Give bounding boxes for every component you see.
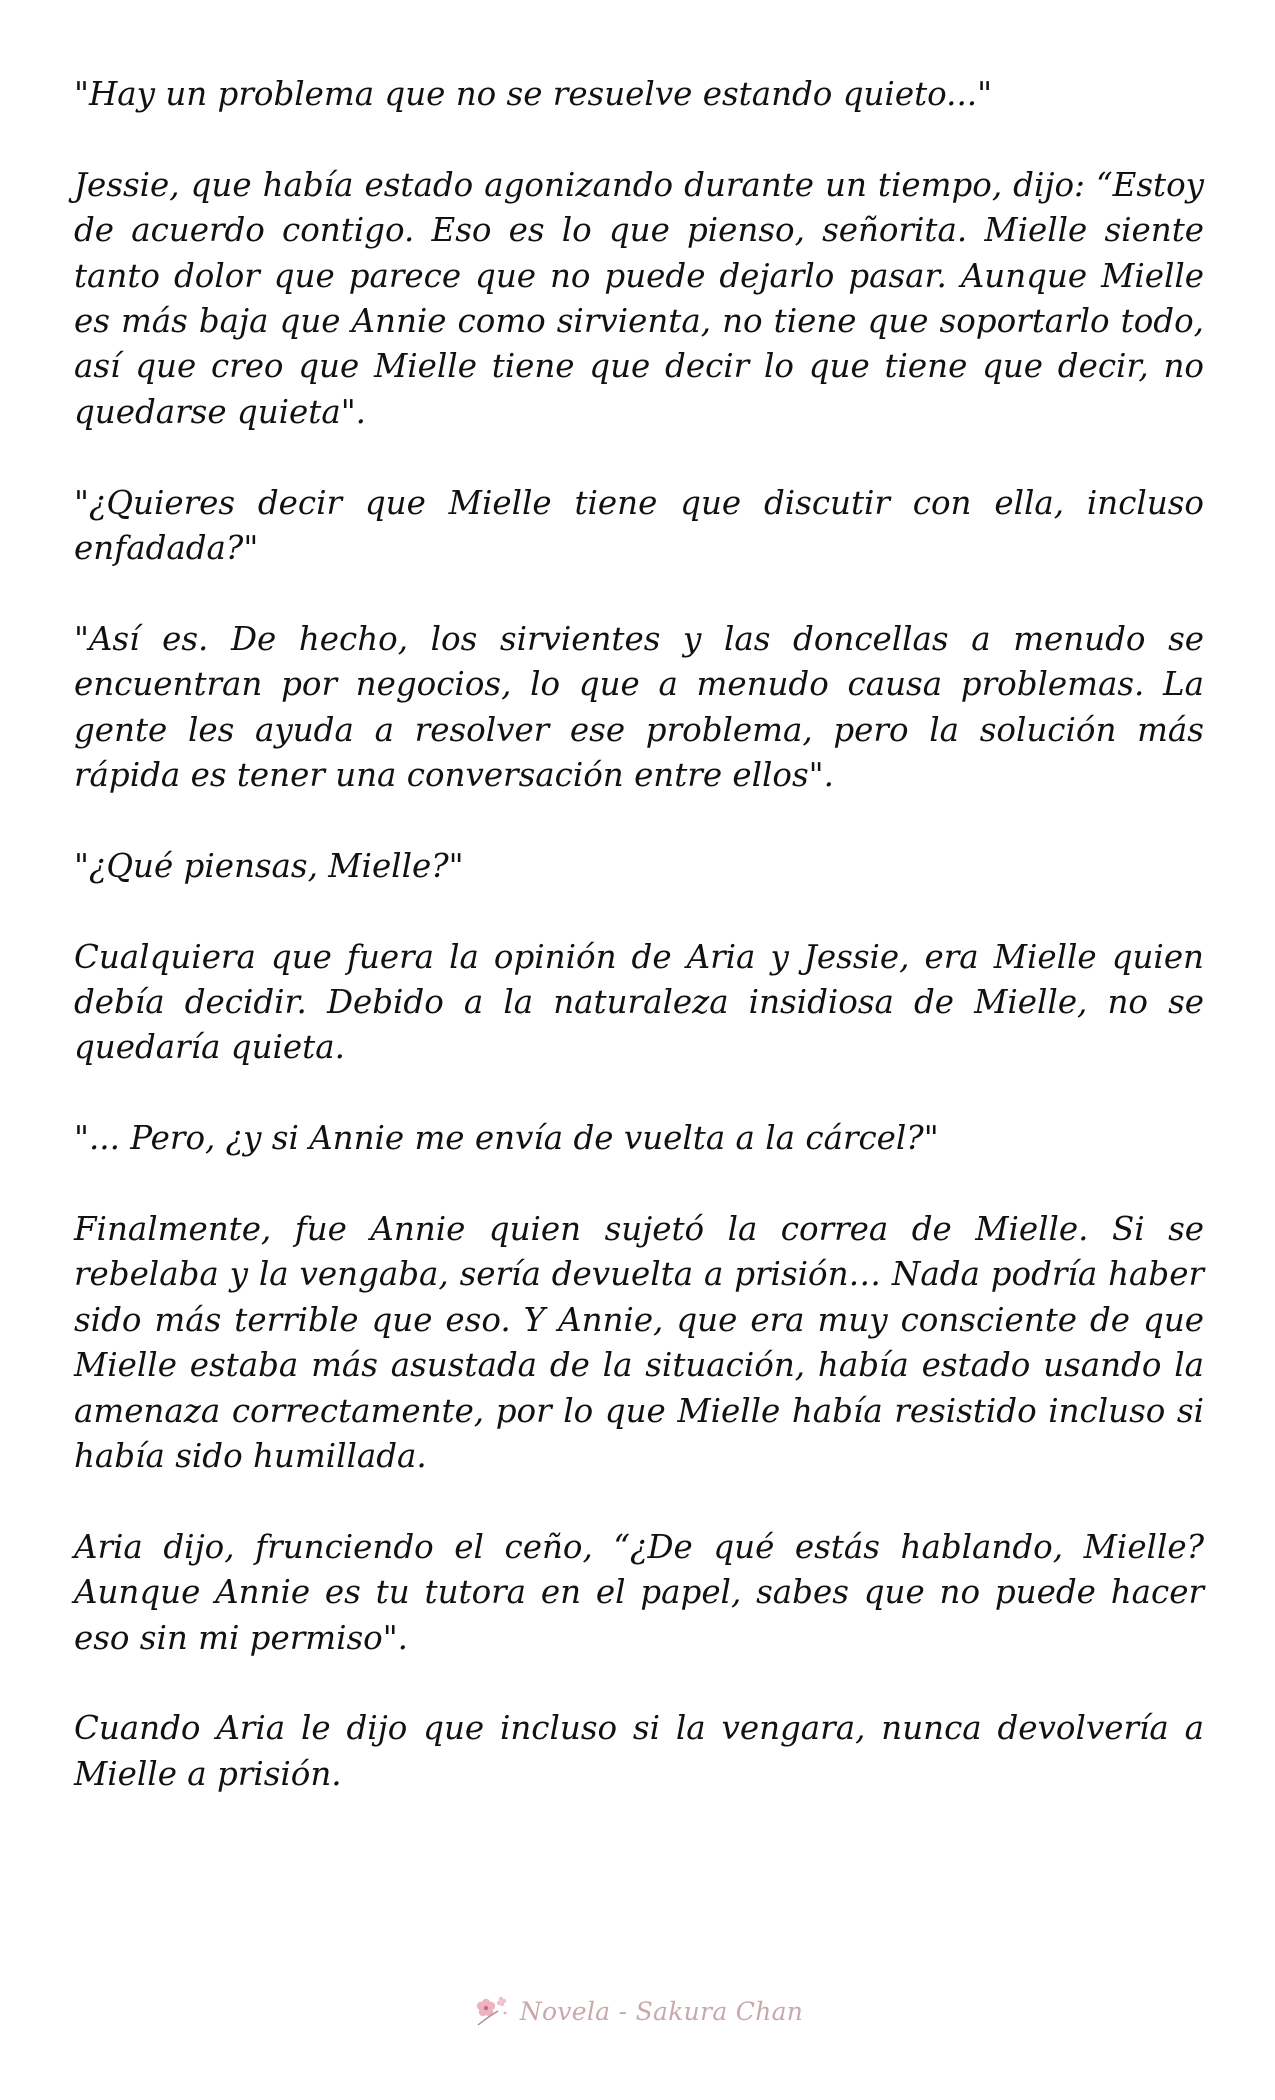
footer-text: Novela - Sakura Chan [519,1996,804,2026]
paragraph-4: "Así es. De hecho, los sirvientes y las doncellas a menudo se encuentran por negocios, lo que a menudo causa problemas. La gente les ayuda a resolver ese problema, pero la solución más rápida es tener una conversación entre ellos". [74,619,1204,795]
footer-watermark [0,1986,1275,2036]
paragraph-2: Jessie, que había estado agonizando durante un tiempo, dijo: “Estoy de acuerdo contigo. Eso es lo que pienso, señorita. Mielle siente tanto dolor que parece que no puede dejarlo pasar. Aunque Mielle es más baja que Annie como sirvienta, no tiene que soportarlo todo, así que creo que Mielle tiene que decir lo que tiene que decir, no quedarse quieta". [74,165,1204,431]
story-text [74,72,1204,1843]
paragraph-1: "Hay un problema que no se resuelve estando quieto..." [74,75,993,113]
footer-watermark-group [472,1991,803,2031]
paragraph-8: Finalmente, fue Annie quien sujetó la correa de Mielle. Si se rebelaba y la vengaba, sería devuelta a prisión… Nada podría haber sido más terrible que eso. Y Annie, que era muy consciente de que Mielle estaba más asustada de la situación, había estado usando la amenaza correctamente, por lo que Mielle había resistido incluso si había sido humillada. [74,1210,1204,1476]
paragraph-9: Aria dijo, frunciendo el ceño, “¿De qué estás hablando, Mielle? Aunque Annie es tu tutora en el papel, sabes que no puede hacer eso sin mi permiso". [74,1527,1204,1657]
paragraph-3: "¿Quieres decir que Mielle tiene que discutir con ella, incluso enfadada?" [74,483,1204,568]
paragraph-7: "... Pero, ¿y si Annie me envía de vuelta a la cárcel?" [74,1119,939,1158]
paragraph-6: Cualquiera que fuera la opinión de Aria y Jessie, era Mielle quien debía decidir. Debido a la naturaleza insidiosa de Mielle, no se quedaría quieta. [74,937,1204,1067]
paragraph-10: Cuando Aria le dijo que incluso si la vengara, nunca devolvería a Mielle a prisión. [74,1709,1204,1793]
paragraph-5: "¿Qué piensas, Mielle?" [74,846,464,885]
cherry-blossom-icon [472,1991,512,2031]
